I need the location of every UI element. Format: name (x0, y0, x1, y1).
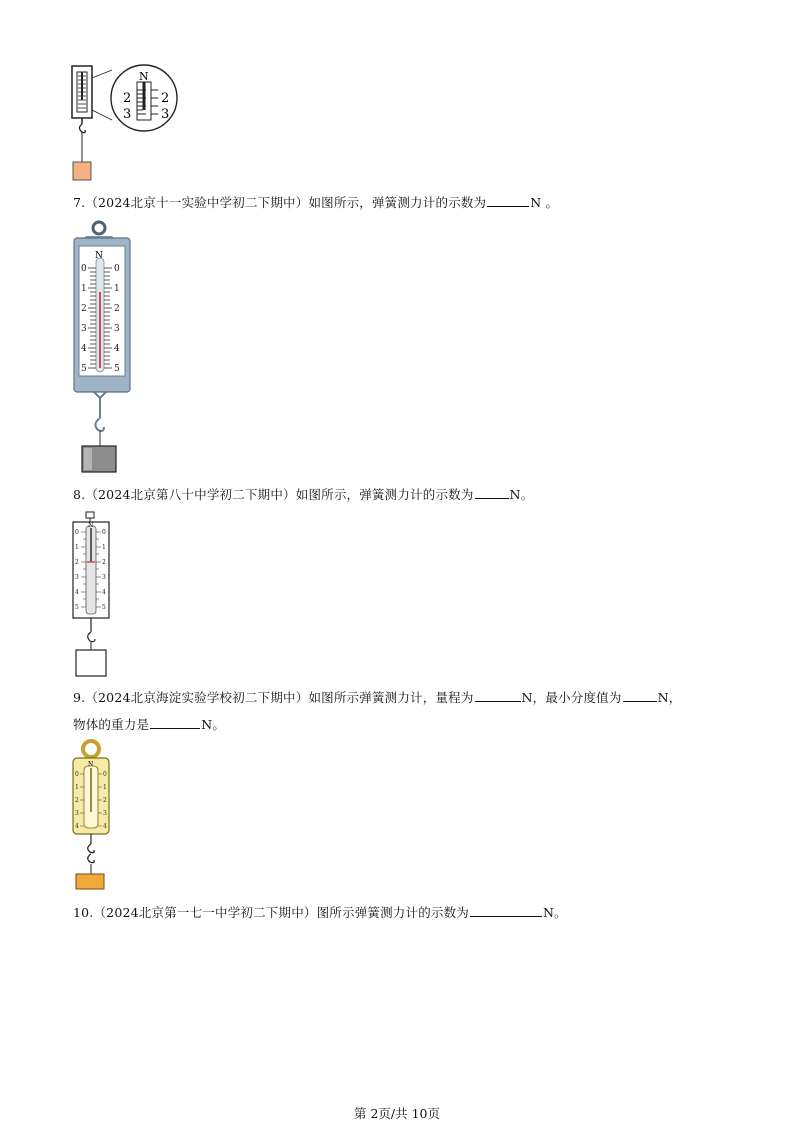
q8-tick-right-1: 1 (102, 544, 106, 551)
q9-tick-right-2: 2 (103, 797, 107, 804)
answer-blank[interactable] (475, 689, 521, 702)
q8-tick-left-4: 4 (75, 589, 79, 596)
q8-tick-right-3: 3 (102, 574, 106, 581)
q6-zoom-unit: N (139, 70, 149, 83)
q9-spring-scale-figure (70, 738, 122, 892)
page-number: 第 2页/共 10页 (353, 1106, 441, 1121)
q9-tick-right-1: 1 (103, 784, 107, 791)
q7-tick-right-3: 3 (114, 324, 120, 334)
q6-zoom-label-lower-right: 3 (161, 107, 170, 122)
q7-tick-left-1: 1 (81, 284, 87, 294)
q7-tick-left-2: 2 (81, 304, 87, 314)
answer-blank[interactable] (487, 194, 529, 207)
q9-scale-unit: N (88, 761, 94, 768)
question-8-text: （2024北京第八十中学初二下期中）如图所示，弹簧测力计的示数为 (85, 487, 474, 502)
q8-tick-left-5: 5 (75, 604, 79, 611)
page-footer (0, 1104, 794, 1122)
answer-blank[interactable] (623, 689, 657, 702)
q7-scale-unit: N (95, 251, 103, 261)
answer-blank[interactable] (475, 486, 509, 499)
q6-zoom-label-upper-right: 2 (161, 91, 170, 106)
answer-blank[interactable] (470, 904, 542, 917)
question-7-text: （2024北京十一实验中学初二下期中）如图所示，弹簧测力计的示数为 (85, 195, 487, 210)
q8-tick-right-0: 0 (102, 529, 106, 536)
answer-blank[interactable] (150, 716, 200, 729)
question-10-number: 10. (73, 905, 94, 920)
question-10 (73, 904, 567, 921)
question-9-text-weight: 物体的重力是 (73, 717, 150, 732)
question-7 (73, 194, 558, 211)
question-9-text-weight-unit: N。 (201, 717, 226, 732)
q8-spring-scale-figure (70, 510, 112, 680)
question-9-number: 9. (73, 690, 86, 705)
q7-tick-left-3: 3 (81, 324, 87, 334)
q8-tick-left-0: 0 (75, 529, 79, 536)
q7-tick-right-0: 0 (114, 264, 120, 274)
q8-tick-right-5: 5 (102, 604, 106, 611)
q7-tick-right-5: 5 (114, 364, 120, 374)
q7-tick-left-5: 5 (81, 364, 87, 374)
question-9-text-unit: N， (657, 690, 682, 705)
question-9-line-1 (73, 689, 681, 706)
q7-tick-right-1: 1 (114, 284, 120, 294)
question-10-unit: N。 (543, 905, 567, 920)
question-7-unit: N 。 (530, 195, 559, 210)
q6-zoom-label-lower-left: 3 (123, 107, 132, 122)
q8-tick-right-2: 2 (102, 559, 106, 566)
question-9-text-division: N，最小分度值为 (521, 690, 622, 705)
q6-zoom-label-upper-left: 2 (123, 91, 132, 106)
q7-tick-left-4: 4 (81, 344, 87, 354)
question-9-line-2 (73, 716, 225, 733)
q8-tick-right-4: 4 (102, 589, 106, 596)
q8-tick-left-2: 2 (75, 559, 79, 566)
q7-tick-right-2: 2 (114, 304, 120, 314)
q6-spring-scale-figure (66, 60, 186, 182)
q9-tick-left-1: 1 (75, 784, 79, 791)
q7-tick-right-4: 4 (114, 344, 120, 354)
q8-scale-unit: N (88, 522, 94, 529)
q8-tick-left-1: 1 (75, 544, 79, 551)
q9-tick-left-4: 4 (75, 823, 79, 830)
q9-tick-left-0: 0 (75, 771, 79, 778)
q9-tick-left-2: 2 (75, 797, 79, 804)
q9-tick-right-0: 0 (103, 771, 107, 778)
question-8-number: 8. (73, 487, 86, 502)
q9-tick-left-3: 3 (75, 810, 79, 817)
question-9-text-range: （2024北京海淀实验学校初二下期中）如图所示弹簧测力计，量程为 (85, 690, 474, 705)
q7-tick-left-0: 0 (81, 264, 87, 274)
q9-tick-right-4: 4 (103, 823, 107, 830)
question-7-number: 7. (73, 195, 86, 210)
question-8 (73, 486, 533, 503)
question-8-unit: N。 (509, 487, 534, 502)
q7-spring-scale-figure (72, 218, 134, 476)
q9-tick-right-3: 3 (103, 810, 107, 817)
q8-tick-left-3: 3 (75, 574, 79, 581)
question-10-text: （2024北京第一七一中学初二下期中）图所示弹簧测力计的示数为 (93, 905, 469, 920)
